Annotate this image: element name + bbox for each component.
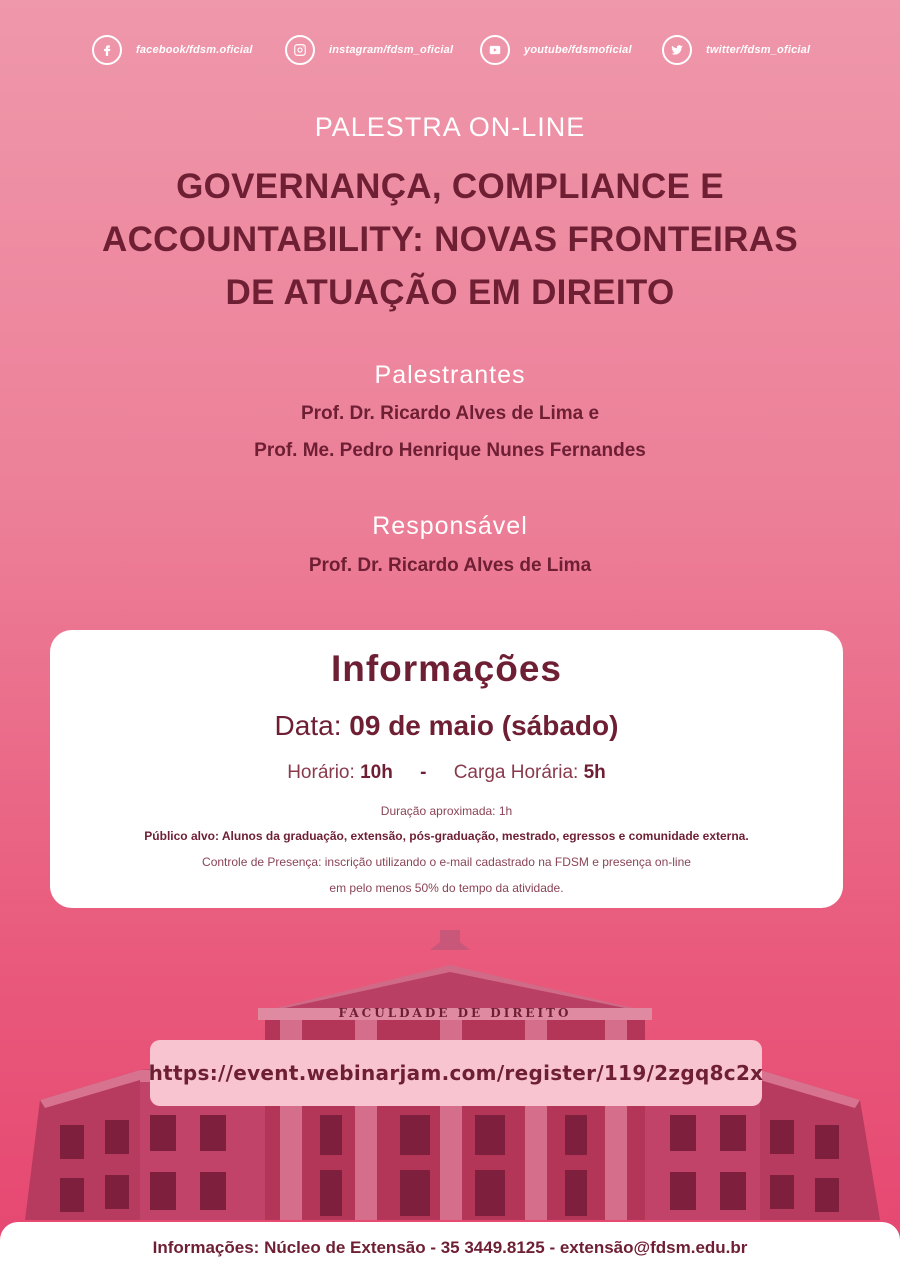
footer-contact: Informações: Núcleo de Extensão - 35 3449.8125 - extensão@fdsm.edu.br	[0, 1222, 900, 1273]
instagram-icon	[285, 35, 315, 65]
youtube-icon	[480, 35, 510, 65]
social-handle: youtube/fdsmoficial	[524, 44, 632, 56]
time-value: 10h	[360, 762, 393, 783]
social-handle: twitter/fdsm_oficial	[706, 44, 811, 56]
social-handle: facebook/fdsm.oficial	[136, 44, 253, 56]
speaker-name: Prof. Me. Pedro Henrique Nunes Fernandes	[254, 440, 646, 461]
social-bar	[0, 34, 900, 66]
time-label: Horário:	[287, 762, 355, 783]
registration-link[interactable]: https://event.webinarjam.com/register/119/2zgq8c2x	[150, 1040, 762, 1106]
attendance-text: Controle de Presença: inscrição utilizando o e-mail cadastrado na FDSM e presença on-line	[202, 855, 691, 869]
attendance-text: em pelo menos 50% do tempo da atividade.	[329, 881, 564, 895]
separator: -	[420, 762, 427, 783]
event-type: PALESTRA ON-LINE	[314, 112, 586, 142]
workload-value: 5h	[583, 762, 606, 783]
facebook-icon	[92, 35, 122, 65]
duration-text: Duração aproximada: 1h	[380, 804, 513, 818]
responsible-label: Responsável	[372, 512, 528, 540]
building-inscription: FACULDADE DE DIREITO	[338, 1006, 572, 1020]
audience-text: Público alvo: Alunos da graduação, extensão, pós-graduação, mestrado, egressos e comunidade externa.	[144, 829, 749, 843]
social-link-twitter[interactable]	[662, 34, 810, 66]
speakers-label: Palestrantes	[374, 361, 526, 389]
twitter-icon	[662, 35, 692, 65]
event-title-line: GOVERNANÇA, COMPLIANCE E	[176, 167, 724, 206]
social-link-facebook[interactable]	[92, 34, 253, 66]
social-handle: instagram/fdsm_oficial	[329, 44, 454, 56]
event-title	[60, 160, 840, 319]
date-label: Data:	[274, 710, 342, 741]
date-value: 09 de maio (sábado)	[349, 710, 619, 741]
info-card	[50, 630, 843, 908]
info-heading: Informações	[330, 648, 562, 689]
event-schedule	[50, 762, 843, 784]
speaker-name: Prof. Dr. Ricardo Alves de Lima e	[300, 403, 600, 424]
event-title-line: DE ATUAÇÃO EM DIREITO	[225, 273, 675, 312]
responsible-name: Prof. Dr. Ricardo Alves de Lima	[308, 555, 592, 576]
social-link-youtube[interactable]	[480, 34, 632, 66]
workload-label: Carga Horária:	[453, 762, 579, 783]
social-link-instagram[interactable]	[285, 34, 453, 66]
event-title-line: ACCOUNTABILITY: NOVAS FRONTEIRAS	[102, 220, 798, 259]
event-date	[50, 710, 843, 742]
